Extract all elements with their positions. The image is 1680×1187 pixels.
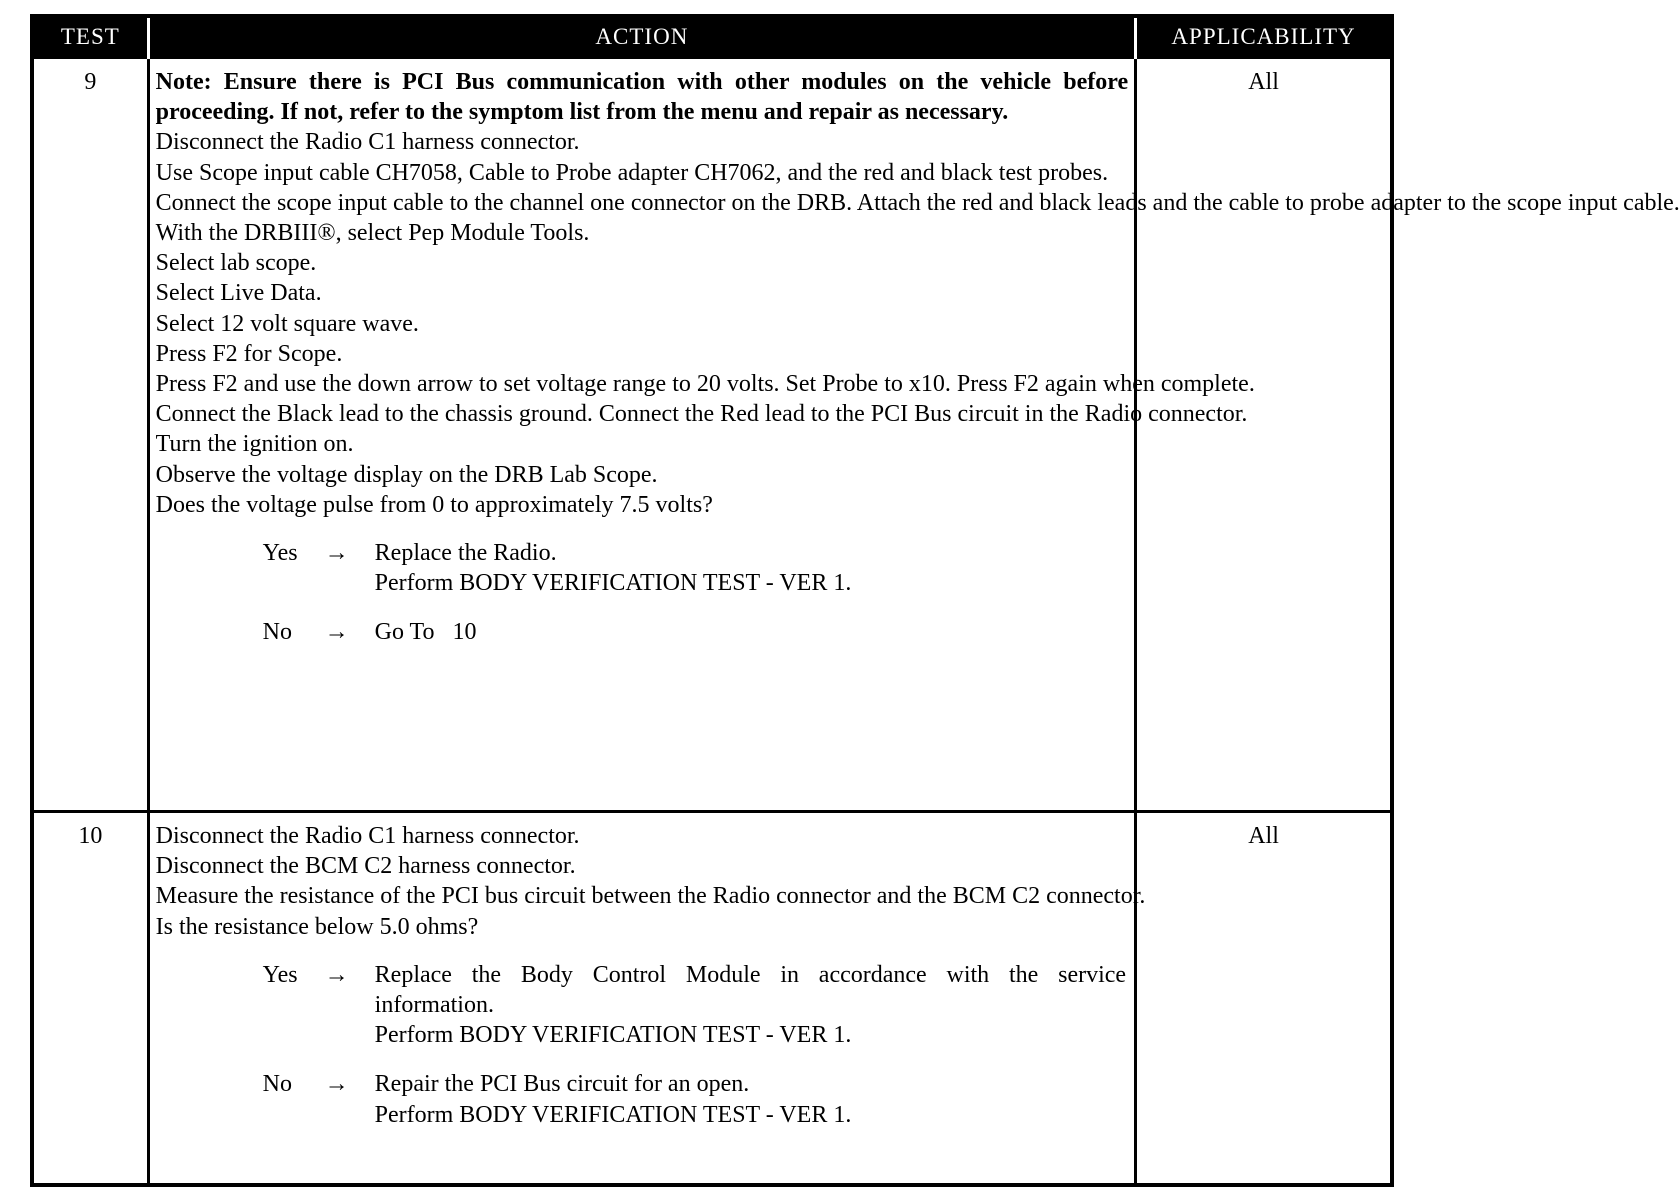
applicability-value: All [1136, 58, 1392, 812]
step-text: Select lab scope. [155, 250, 317, 277]
outcome-yes [263, 960, 1128, 1051]
arrow-icon: → [324, 540, 349, 567]
step-text: Select Live Data. [155, 280, 322, 307]
outcome-no [263, 1069, 1128, 1129]
step-text: Observe the voltage display on the DRB Lab Scope. [155, 461, 658, 488]
outcomes [263, 960, 1128, 1130]
outcome-line: Perform BODY VERIFICATION TEST - VER 1. [374, 1022, 852, 1049]
action-cell [148, 812, 1146, 1186]
outcome-line: Perform BODY VERIFICATION TEST - VER 1. [374, 570, 852, 597]
outcome-label: Yes [262, 961, 298, 988]
header-test: TEST [32, 16, 148, 58]
outcome-label: No [262, 619, 292, 646]
outcome-line: Go To 10 [374, 619, 477, 646]
outcome-line: Perform BODY VERIFICATION TEST - VER 1. [374, 1101, 852, 1128]
step-text: With the DRBIII®, select Pep Module Tools. [155, 220, 590, 247]
step-text: Connect the Black lead to the chassis ground. Connect the Red lead to the PCI Bus circuit in the Radio connector. [155, 401, 1248, 428]
header-action: ACTION [148, 16, 1135, 58]
step-text: Use Scope input cable CH7058, Cable to Probe adapter CH7062, and the red and black test probes. [155, 159, 1109, 186]
outcome-text [375, 960, 1128, 1051]
outcome-line: Repair the PCI Bus circuit for an open. [374, 1071, 750, 1098]
table-row [32, 58, 1392, 812]
step-text: Is the resistance below 5.0 ohms? [155, 913, 479, 940]
header-applicability: APPLICABILITY [1136, 16, 1392, 58]
step-text: Connect the scope input cable to the channel one connector on the DRB. Attach the red and black leads and the cable to probe adapter to the scope input cable. [155, 189, 1680, 216]
outcome-text [375, 538, 1128, 598]
step-text: Does the voltage pulse from 0 to approximately 7.5 volts? [155, 491, 713, 518]
step-text: Disconnect the Radio C1 harness connector. [155, 129, 580, 156]
step-text: Press F2 for Scope. [155, 340, 343, 367]
outcomes [263, 538, 1128, 648]
note-text: Note: Ensure there is PCI Bus communication with other modules on the vehicle before proceeding. If not, refer to the symptom list from the menu and repair as necessary. [155, 69, 1129, 126]
table-header-row [32, 16, 1392, 58]
outcome-label: No [262, 1071, 292, 1098]
arrow-icon: → [324, 619, 349, 646]
applicability-value: All [1136, 812, 1392, 1186]
step-text: Turn the ignition on. [155, 431, 354, 458]
step-text: Disconnect the BCM C2 harness connector. [155, 853, 576, 880]
outcome-text [375, 1069, 1128, 1129]
step-text: Select 12 volt square wave. [155, 310, 419, 337]
outcome-yes [263, 538, 1128, 598]
arrow-icon: → [324, 961, 349, 988]
test-number: 10 [32, 812, 148, 1186]
arrow-icon: → [324, 1071, 349, 1098]
step-text: Measure the resistance of the PCI bus circuit between the Radio connector and the BCM C2 connector. [155, 883, 1146, 910]
table-row [32, 812, 1392, 1186]
outcome-label: Yes [262, 540, 298, 567]
step-text: Disconnect the Radio C1 harness connector. [155, 823, 580, 849]
outcome-text [375, 617, 1128, 647]
step-text: Press F2 and use the down arrow to set voltage range to 20 volts. Set Probe to x10. Press F2 again when complete. [155, 371, 1255, 398]
outcome-line: Replace the Radio. [374, 540, 557, 567]
test-number: 9 [32, 58, 148, 812]
outcome-line: Replace the Body Control Module in accordance with the service information. [374, 961, 1127, 1019]
diagnostic-test-table [30, 14, 1680, 1187]
outcome-no [263, 617, 1128, 647]
